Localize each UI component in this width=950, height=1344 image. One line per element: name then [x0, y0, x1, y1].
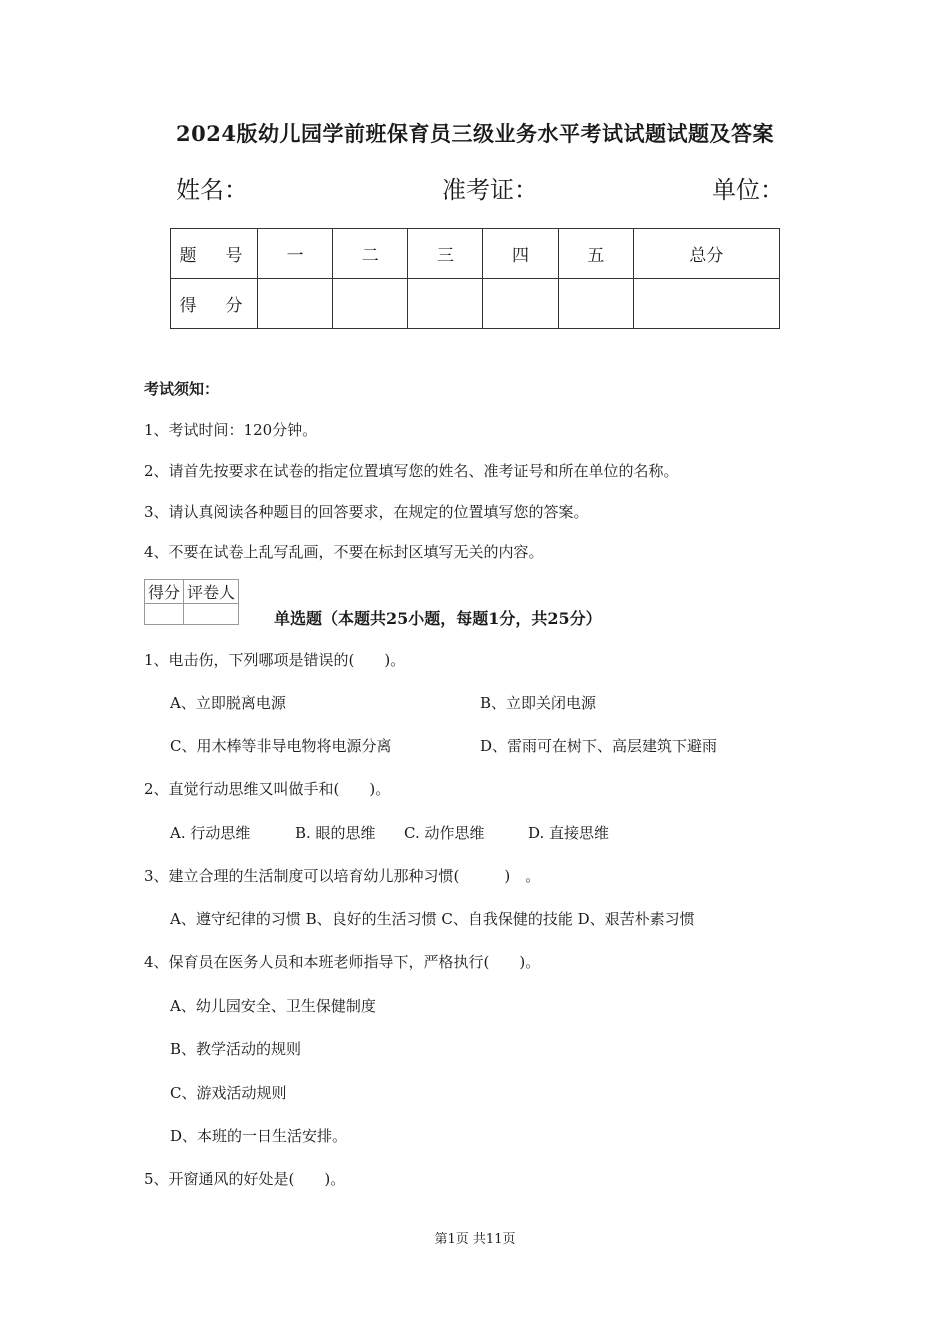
option: D. 直接思维 — [528, 824, 610, 842]
notice-item: 4、不要在试卷上乱写乱画，不要在标封区填写无关的内容。 — [144, 543, 544, 561]
question-stem: 2、直觉行动思维又叫做手和( )。 — [144, 780, 391, 798]
score-table-score-row — [171, 279, 780, 329]
option: B、立即关闭电源 — [480, 694, 597, 712]
score-input-cell[interactable] — [258, 279, 333, 329]
score-table-cell: 一 — [258, 229, 333, 279]
question-stem: 3、建立合理的生活制度可以培育幼儿那种习惯( ) 。 — [144, 867, 541, 885]
option: B. 眼的思维 — [295, 824, 376, 842]
option: A. 行动思维 — [170, 824, 251, 842]
score-table-cell: 题 号 — [171, 229, 258, 279]
grader-box — [144, 579, 239, 625]
option: D、本班的一日生活安排。 — [170, 1127, 348, 1145]
question-stem: 1、电击伤，下列哪项是错误的( )。 — [144, 651, 406, 669]
option: C、用木棒等非导电物将电源分离 — [170, 737, 392, 755]
name-field-label: 姓名： — [176, 176, 248, 204]
option: D、雷雨可在树下、高层建筑下避雨 — [480, 737, 718, 755]
score-table-cell: 二 — [333, 229, 408, 279]
notice-item: 2、请首先按要求在试卷的指定位置填写您的姓名、准考证号和所在单位的名称。 — [144, 462, 679, 480]
grader-score-label: 得分 — [145, 580, 184, 604]
score-input-cell[interactable] — [558, 279, 633, 329]
grader-score-cell[interactable] — [145, 604, 184, 625]
grader-reviewer-cell[interactable] — [184, 604, 239, 625]
notice-title: 考试须知： — [144, 380, 220, 398]
option: C、游戏活动规则 — [170, 1084, 287, 1102]
option: A、立即脱离电源 — [170, 694, 286, 712]
option: C. 动作思维 — [404, 824, 485, 842]
score-table-cell: 四 — [483, 229, 558, 279]
unit-field-label: 单位： — [712, 176, 784, 204]
document-title: 2024版幼儿园学前班保育员三级业务水平考试试题试题及答案 — [176, 121, 774, 146]
notice-item: 1、考试时间：120分钟。 — [144, 421, 318, 439]
option: B、教学活动的规则 — [170, 1040, 302, 1058]
score-table-cell: 三 — [408, 229, 483, 279]
option: A、幼儿园安全、卫生保健制度 — [170, 997, 376, 1015]
question-stem: 5、开窗通风的好处是( )。 — [144, 1170, 346, 1188]
score-table — [170, 228, 780, 329]
exam-id-field-label: 准考证： — [442, 176, 538, 204]
section-title: 单选题（本题共25小题，每题1分，共25分） — [274, 609, 602, 628]
notice-item: 3、请认真阅读各种题目的回答要求，在规定的位置填写您的答案。 — [144, 503, 589, 521]
option-line: A、遵守纪律的习惯 B、良好的生活习惯 C、自我保健的技能 D、艰苦朴素习惯 — [170, 910, 695, 928]
score-input-cell[interactable] — [333, 279, 408, 329]
page-footer: 第1页 共11页 — [434, 1232, 516, 1247]
score-table-header-row — [171, 229, 780, 279]
score-input-cell[interactable] — [408, 279, 483, 329]
score-table-cell: 五 — [558, 229, 633, 279]
score-input-cell[interactable] — [633, 279, 779, 329]
score-input-cell[interactable] — [483, 279, 558, 329]
question-stem: 4、保育员在医务人员和本班老师指导下，严格执行( )。 — [144, 953, 541, 971]
score-table-cell: 总分 — [633, 229, 779, 279]
score-table-cell: 得 分 — [171, 279, 258, 329]
grader-reviewer-label: 评卷人 — [184, 580, 239, 604]
